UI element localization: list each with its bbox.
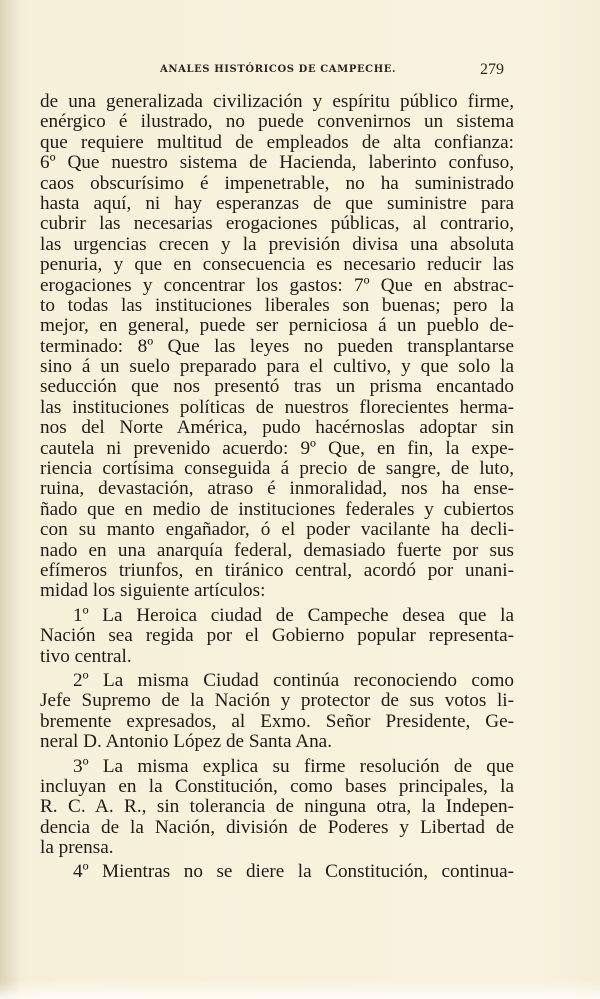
- page-edge: [0, 981, 600, 999]
- text-line: 1º La Heroica ciudad de Campeche desea que la: [73, 604, 514, 626]
- text-line: bremente expresados, al Exmo. Señor Presidente, Ge-: [40, 710, 514, 732]
- paragraph-continuation: [40, 92, 514, 602]
- text-line: las urgencias crecen y la previsión divisa una absoluta: [40, 233, 514, 255]
- article-4: [40, 862, 514, 882]
- text-line: dencia de la Nación, división de Poderes y Libertad de: [40, 816, 514, 838]
- text-line: la prensa.: [40, 837, 114, 859]
- article-1: [40, 606, 514, 667]
- text-line: enérgico é ilustrado, no puede convenirnos un sistema: [40, 111, 514, 133]
- text-line: tivo central.: [40, 645, 132, 667]
- text-line: nado en una anarquía federal, demasiado fuerte por sus: [40, 539, 514, 561]
- text-line: hasta aquí, ni hay esperanzas de que suministre para: [40, 192, 514, 214]
- text-line: 6º Que nuestro sistema de Hacienda, laberinto confuso,: [40, 152, 514, 174]
- text-line: seducción que nos presentó tras un prisma encantado: [40, 376, 514, 398]
- text-line: Nación sea regida por el Gobierno popular representa-: [40, 625, 514, 647]
- text-line: incluyan en la Constitución, como bases principales, la: [40, 775, 514, 797]
- text-line: erogaciones y concentrar los gastos: 7º Que en abstrac-: [40, 274, 514, 296]
- text-line: caos obscurísimo é impenetrable, no ha suministrado: [40, 172, 514, 194]
- text-line: de una generalizada civilización y espíritu público firme,: [40, 91, 514, 112]
- binding-shadow: [0, 0, 22, 999]
- text-line: ruina, devastación, atraso é inmoralidad, nos ha ense-: [40, 478, 514, 500]
- page-header: [0, 61, 600, 84]
- text-line: nos del Norte América, pudo hacérnoslas adoptar sin: [40, 417, 514, 439]
- article-3: [40, 757, 514, 859]
- text-line: 4º Mientras no se diere la Constitución, continua-: [73, 861, 514, 883]
- text-line: riencia cortísima conseguida á precio de sangre, de luto,: [40, 458, 514, 480]
- text-line: efímeros triunfos, en tiránico central, acordó por unani-: [40, 559, 514, 581]
- text-line: Jefe Supremo de la Nación y protector de sus votos li-: [40, 690, 514, 712]
- text-line: cubrir las necesarias erogaciones públicas, al contrario,: [40, 213, 514, 235]
- text-line: 3º La misma explica su firme resolución de que: [73, 755, 514, 777]
- text-line: que requiere multitud de empleados de alta confianza:: [40, 131, 514, 153]
- text-line: penuria, y que en consecuencia es necesario reducir las: [40, 254, 514, 276]
- text-line: 2º La misma Ciudad continúa reconociendo como: [73, 669, 514, 691]
- text-line: mejor, en general, puede ser perniciosa á un pueblo de-: [40, 315, 514, 337]
- page-number: 279: [480, 61, 504, 78]
- text-line: neral D. Antonio López de Santa Ana.: [40, 731, 332, 753]
- text-line: to todas las instituciones liberales son buenas; pero la: [40, 294, 514, 316]
- text-line: las instituciones políticas de nuestros florecientes herma-: [40, 396, 514, 418]
- text-line: R. C. A. R., sin tolerancia de ninguna otra, la Indepen-: [40, 796, 514, 818]
- body-text: [40, 92, 514, 883]
- article-2: [40, 671, 514, 753]
- text-line: con su manto engañador, ó el poder vacilante ha decli-: [40, 519, 514, 541]
- running-head: ANALES HISTÓRICOS DE CAMPECHE.: [160, 64, 397, 75]
- text-line: sino á un suelo preparado para el cultivo, y que solo la: [40, 356, 514, 378]
- text-line: cautela ni prevenido acuerdo: 9º Que, en fin, la expe-: [40, 437, 514, 459]
- text-line: ñado que en medio de instituciones federales y cubiertos: [40, 498, 514, 520]
- text-line: midad los siguiente artículos:: [40, 580, 266, 602]
- text-line: terminado: 8º Que las leyes no pueden transplantarse: [40, 335, 514, 357]
